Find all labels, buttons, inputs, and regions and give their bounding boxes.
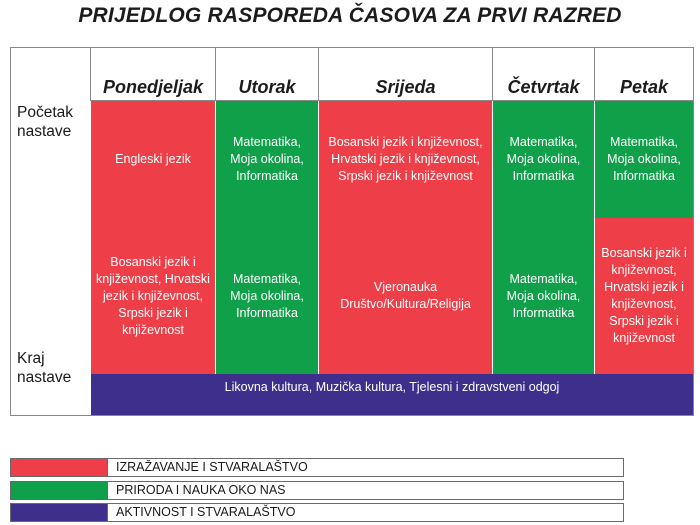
cell-friday-bottom [595, 218, 693, 374]
day-header-monday: Ponedjeljak [102, 76, 204, 97]
cell-thursday-top [493, 101, 594, 218]
page-title: PRIJEDLOG RASPOREDA ČASOVA ZA PRVI RAZRED [78, 4, 622, 27]
cell-thursday-bottom [493, 218, 594, 374]
end-label: Kraj nastave [17, 350, 72, 386]
cell-tuesday-bottom [216, 218, 318, 374]
legend-swatch [11, 482, 108, 499]
cell-friday-top [595, 101, 693, 218]
legend-swatch [11, 504, 108, 521]
legend-label: IZRAŽAVANJE I STVARALAŠTVO [108, 459, 623, 476]
subject-text: Matematika, Moja okolina, Informatika [230, 135, 304, 183]
subject-text: Matematika, Moja okolina, Informatika [607, 135, 681, 183]
legend-row [10, 503, 624, 522]
subject-text: Likovna kultura, Muzička kultura, Tjelesni i zdravstveni odgoj [224, 380, 560, 394]
start-label: Početak nastave [17, 104, 74, 140]
cell-monday-bottom [91, 218, 215, 374]
legend-row [10, 458, 624, 477]
day-header-tuesday: Utorak [238, 76, 296, 97]
legend-swatch [11, 459, 108, 476]
subject-text: Matematika, Moja okolina, Informatika [230, 271, 304, 320]
day-header-wednesday: Srijeda [375, 76, 436, 97]
cell-wednesday-top [319, 101, 492, 218]
subject-text: Bosanski jezik i književnost, Hrvatski jezik i književnost, Srpski jezik i književnost [96, 254, 210, 337]
subject-text: Bosanski jezik i književnost, Hrvatski jezik i književnost, Srpski jezik i književnost [601, 246, 687, 345]
legend-row [10, 481, 624, 500]
cell-wednesday-bottom [319, 218, 492, 374]
subject-text: Matematika, Moja okolina, Informatika [506, 271, 581, 320]
cell-bottom-band [91, 374, 693, 415]
subject-text: Matematika, Moja okolina, Informatika [506, 135, 581, 183]
day-header-thursday: Četvrtak [507, 76, 580, 97]
subject-text: Vjeronauka Društvo/Kultura/Religija [340, 280, 471, 311]
cell-tuesday-top [216, 101, 318, 218]
day-header-friday: Petak [619, 76, 669, 97]
legend-label: AKTIVNOST I STVARALAŠTVO [108, 504, 623, 521]
cell-monday-top [91, 101, 215, 218]
legend-label: PRIRODA I NAUKA OKO NAS [108, 482, 623, 499]
subject-text: Engleski jezik [115, 152, 191, 166]
subject-text: Bosanski jezik i književnost, Hrvatski jezik i književnost, Srpski jezik i književnost [328, 135, 483, 183]
